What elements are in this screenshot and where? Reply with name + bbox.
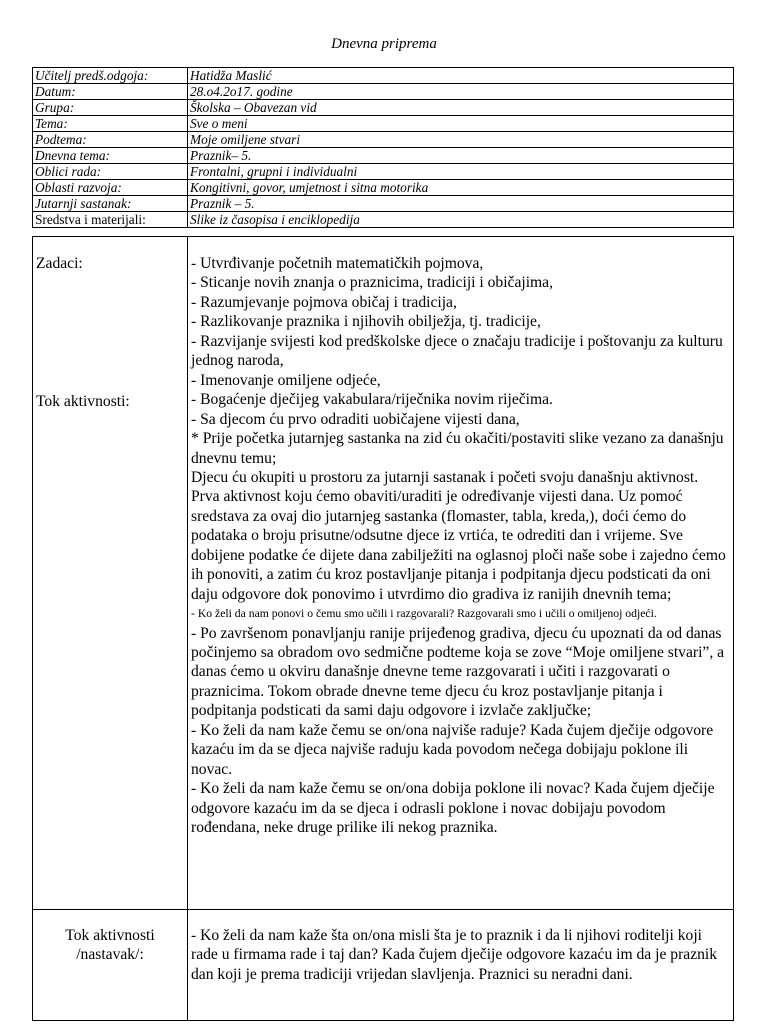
info-value: Frontalni, grupni i individualni [188,164,734,180]
info-value: Slike iz časopisa i enciklopedija [188,212,734,228]
info-value: Sve o meni [188,116,734,132]
task-item: - Razlikovanje praznika i njihovih obilježja, tj. tradicije, [191,313,541,331]
info-row-daily-theme [33,148,734,164]
info-label: Grupa: [33,100,188,116]
info-row-group [33,100,734,116]
activity-question: - Ko želi da nam kaže šta on/ona misli šta je to praznik i da li njihovi roditelji koji rade u firmama rade i taj dan? Kada čujem dječije odgovore kazaću im da je praznik dan koji je prema tradiciji vrijedan slavljenja. Praznici su neradni dani. [191,927,718,983]
info-row-theme [33,116,734,132]
activity-table [32,236,734,1021]
task-item: - Razvijanje svijesti kod predškolske djece o značaju tradicije i poštovanju za kulturu jednog naroda, [191,332,723,370]
activity-question: - Ko želi da nam ponovi o čemu smo učili i razgovarali? Razgovarali smo i učili o omiljenoj odjeći. [191,607,657,621]
info-value: Kongitivni, govor, umjetnost i sitna motorika [188,180,734,196]
activity-question: - Ko želi da nam kaže čemu se on/ona najviše raduje? Kada čujem dječije odgovore kazaću im da se djeca najviše raduju kada povodom nečega dobijaju poklone ili novac. [191,721,714,778]
info-label: Podtema: [33,132,188,148]
info-row-work-forms [33,164,734,180]
label-cell [33,237,188,910]
info-label: Dnevna tema: [33,148,188,164]
info-label: Sredstva i materijali: [33,212,188,228]
info-label: Učitelj predš.odgoja: [33,68,188,84]
info-row-subtheme [33,132,734,148]
info-value: Praznik – 5. [188,196,734,212]
info-value: Školska – Obavezan vid [188,100,734,116]
content-cell [188,237,734,910]
info-table [32,67,734,228]
activity-paragraph: * Prije početka jutarnjeg sastanka na zid ću okačiti/postaviti slike vezano za današnju dnevnu temu; [191,430,724,467]
info-value: Hatidža Maslić [188,68,734,84]
info-label: Oblici rada: [33,164,188,180]
content-cell [188,910,734,1021]
activity-continued-row [33,910,734,1021]
info-value: 28.o4.2o17. godine [188,84,734,100]
info-row-materials [33,212,734,228]
task-item: - Bogaćenje dječijeg vakabulara/riječnika novim riječima. [191,391,553,409]
activity-paragraph: - Po završenom ponavljanju ranije prijeđenog gradiva, djecu ću upoznati da od danas počinjemo sa obradom ovo sedmične podteme koja se zove “Moje omiljene stvari”, a danas ćemo u okviru današnje dnevne teme razgovarati i učiti i razgovarati o praznicima. Tokom obrade dnevne teme djecu ću kroz postavljanje pitanja i podpitanja podsticati da sami daju odgovore i izvlače zaključke; [191,624,725,720]
info-label: Jutarnji sastanak: [33,196,188,212]
info-label: Datum: [33,84,188,100]
activity-question: - Ko želi da nam kaže čemu se on/ona dobija poklone ili novac? Kada čujem dječije odgovore kazaću im da se djeca i odrasli poklone i novac dobijaju povodom rođendana, neke druge prilike ili nekog praznika. [191,780,715,837]
info-row-development-areas [33,180,734,196]
task-item: - Imenovanje omiljene odjeće, [191,371,381,389]
info-value: Moje omiljene stvari [188,132,734,148]
info-row-date [33,84,734,100]
activity-paragraph: Djecu ću okupiti u prostoru za jutarnji sastanak i početi svoju današnju aktivnost. Prva aktivnost koju ćemo obaviti/uraditi je određivanje vijesti dana. Uz pomoć sredstava za ovaj dio jutarnjeg sastanka (flomaster, tabla, kreda,), doći ćemo do podataka o broju prisutne/odsutne djece iz vrtića, te odrediti dan i vrijeme. Sve dobijene podatke će dijete dana zabilježiti na oglasnoj ploči naše sobe i zajedno ćemo ih ponoviti, a zatim ću kroz postavljanje pitanja i podpitanja djecu podsticati da oni daju odgovore dok ponovimo i utvrdimo dio gradiva iz ranijih dnevnih tema; [191,468,726,603]
activity-flow-label: Tok aktivnosti: [36,393,130,410]
info-label: Oblasti razvoja: [33,180,188,196]
activity-paragraph: - Sa djecom ću prvo odraditi uobičajene vijesti dana, [191,410,520,428]
task-item: - Utvrđivanje početnih matematičkih pojmova, [191,255,484,272]
activity-row [33,237,734,910]
info-value: Praznik– 5. [188,148,734,164]
info-row-teacher [33,68,734,84]
page-title: Dnevna priprema [331,36,437,52]
task-item: - Sticanje novih znanja o praznicima, tradiciji i običajima, [191,274,553,292]
info-row-morning-meeting [33,196,734,212]
label-cell [33,910,188,1021]
tasks-label: Zadaci: [36,255,83,272]
task-item: - Razumjevanje pojmova običaj i tradicija, [191,293,457,311]
info-label: Tema: [33,116,188,132]
activity-flow-continued-label: Tok aktivnosti /nastavak/: [65,927,155,964]
